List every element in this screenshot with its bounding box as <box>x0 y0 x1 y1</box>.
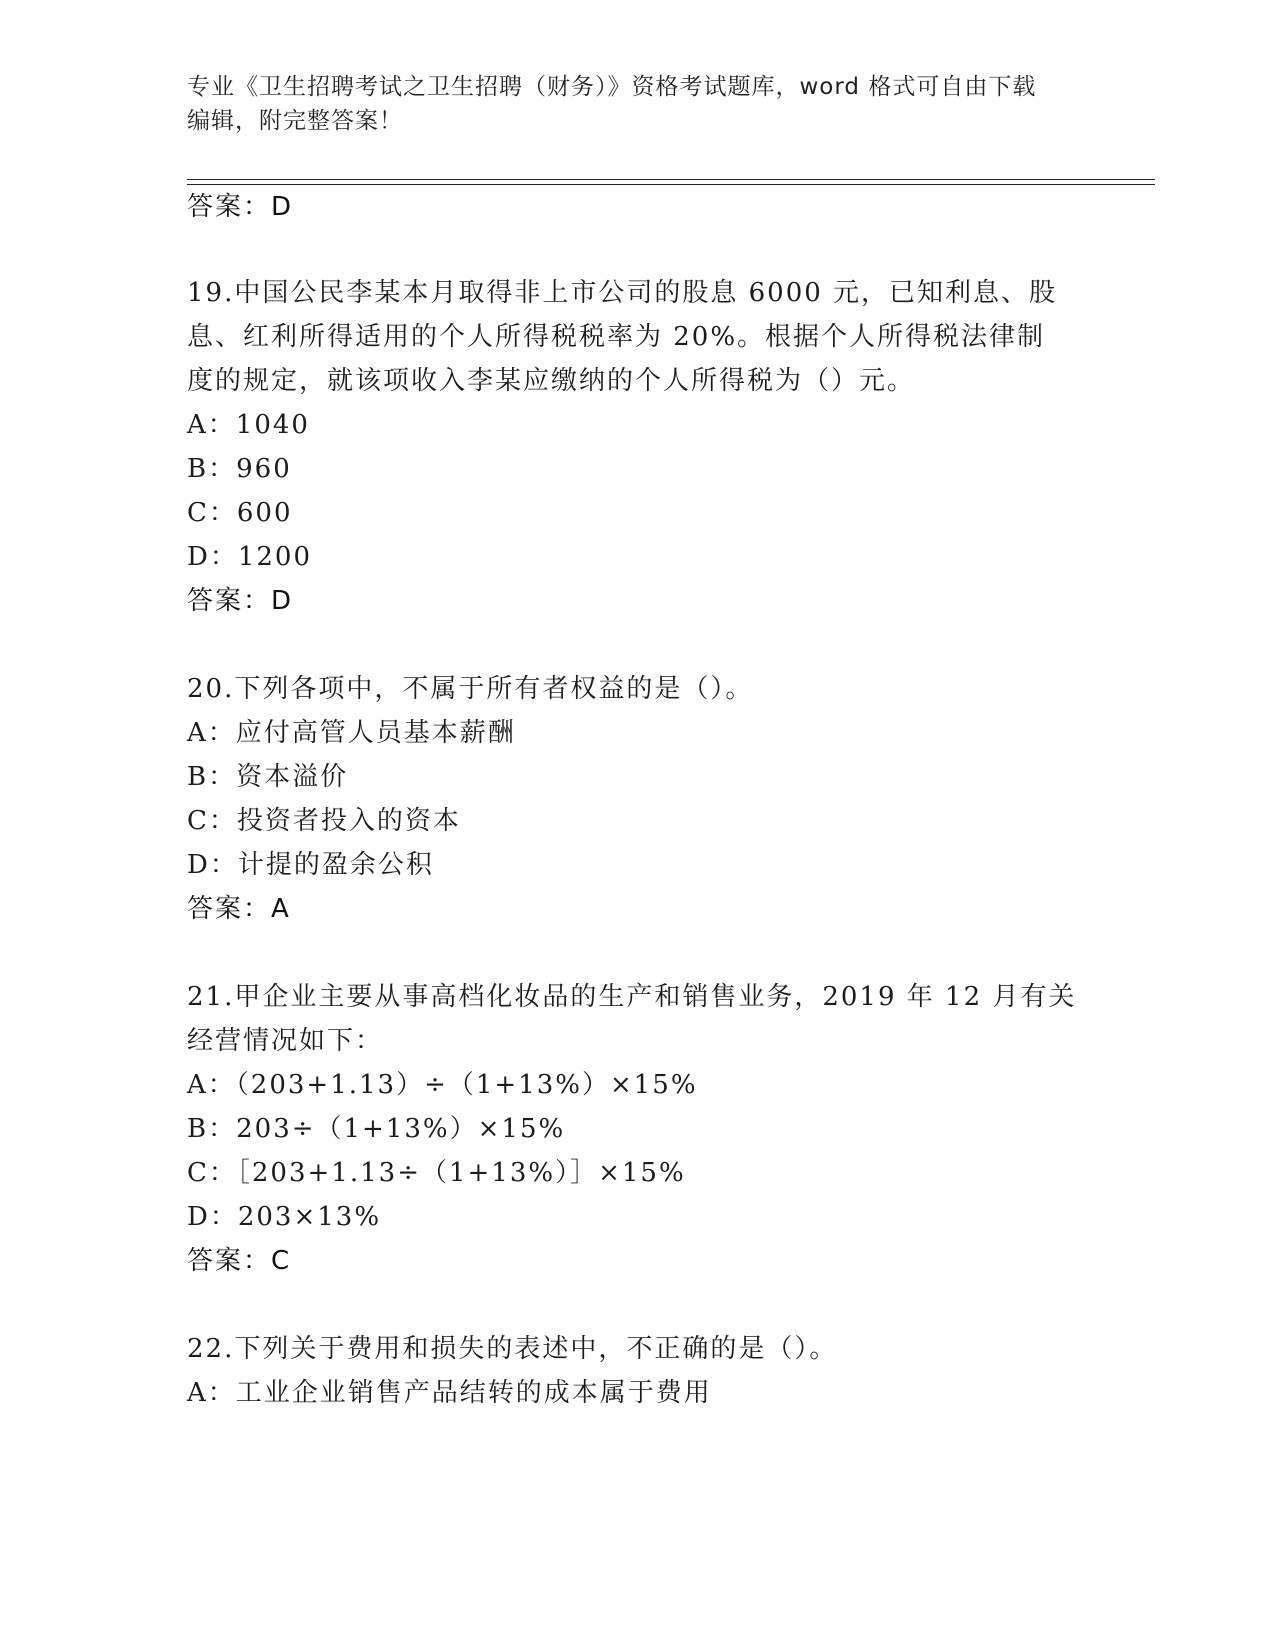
question-20-option-a: A：应付高管人员基本薪酬 <box>187 718 516 748</box>
question-19-answer: 答案：D <box>187 586 294 616</box>
header-line-2: 编辑，附完整答案！ <box>187 108 403 134</box>
header-line-1: 专业《卫生招聘考试之卫生招聘（财务）》资格考试题库，word 格式可自由下载 <box>187 74 1037 100</box>
question-19-stem-2: 息、红利所得适用的个人所得税税率为 20%。根据个人所得税法律制 <box>187 322 1046 352</box>
question-20-option-c: C：投资者投入的资本 <box>187 806 461 836</box>
header-divider-top <box>187 179 1155 180</box>
previous-answer: 答案：D <box>187 192 294 222</box>
question-21-option-b: B：203÷（1+13%）×15% <box>187 1114 566 1144</box>
question-22-option-a: A：工业企业销售产品结转的成本属于费用 <box>187 1378 712 1408</box>
question-21-option-a: A：（203+1.13）÷（1+13%）×15% <box>187 1070 698 1100</box>
question-20-answer: 答案：A <box>187 894 291 924</box>
question-21-stem-2: 经营情况如下： <box>187 1026 384 1056</box>
header-divider-bottom <box>187 184 1155 185</box>
question-19-option-d: D：1200 <box>187 542 313 572</box>
document-header <box>187 70 1087 138</box>
question-19-stem-1: 19.中国公民李某本月取得非上市公司的股息 6000 元，已知利息、股 <box>187 278 1058 308</box>
question-21-stem-1: 21.甲企业主要从事高档化妆品的生产和销售业务，2019 年 12 月有关 <box>187 982 1077 1012</box>
question-19-stem-3: 度的规定，就该项收入李某应缴纳的个人所得税为（）元。 <box>187 366 916 396</box>
question-22-stem-1: 22.下列关于费用和损失的表述中，不正确的是（）。 <box>187 1334 838 1364</box>
question-20-stem-1: 20.下列各项中，不属于所有者权益的是（）。 <box>187 674 754 704</box>
question-21-option-c: C：［203+1.13÷（1+13%）］×15% <box>187 1158 686 1188</box>
question-19-option-c: C：600 <box>187 498 293 528</box>
question-20-option-d: D：计提的盈余公积 <box>187 850 434 880</box>
question-19-option-a: A：1040 <box>187 410 310 440</box>
question-20-option-b: B：资本溢价 <box>187 762 349 792</box>
question-21-option-d: D：203×13% <box>187 1202 382 1232</box>
question-19-option-b: B：960 <box>187 454 292 484</box>
question-21-answer: 答案：C <box>187 1246 292 1276</box>
